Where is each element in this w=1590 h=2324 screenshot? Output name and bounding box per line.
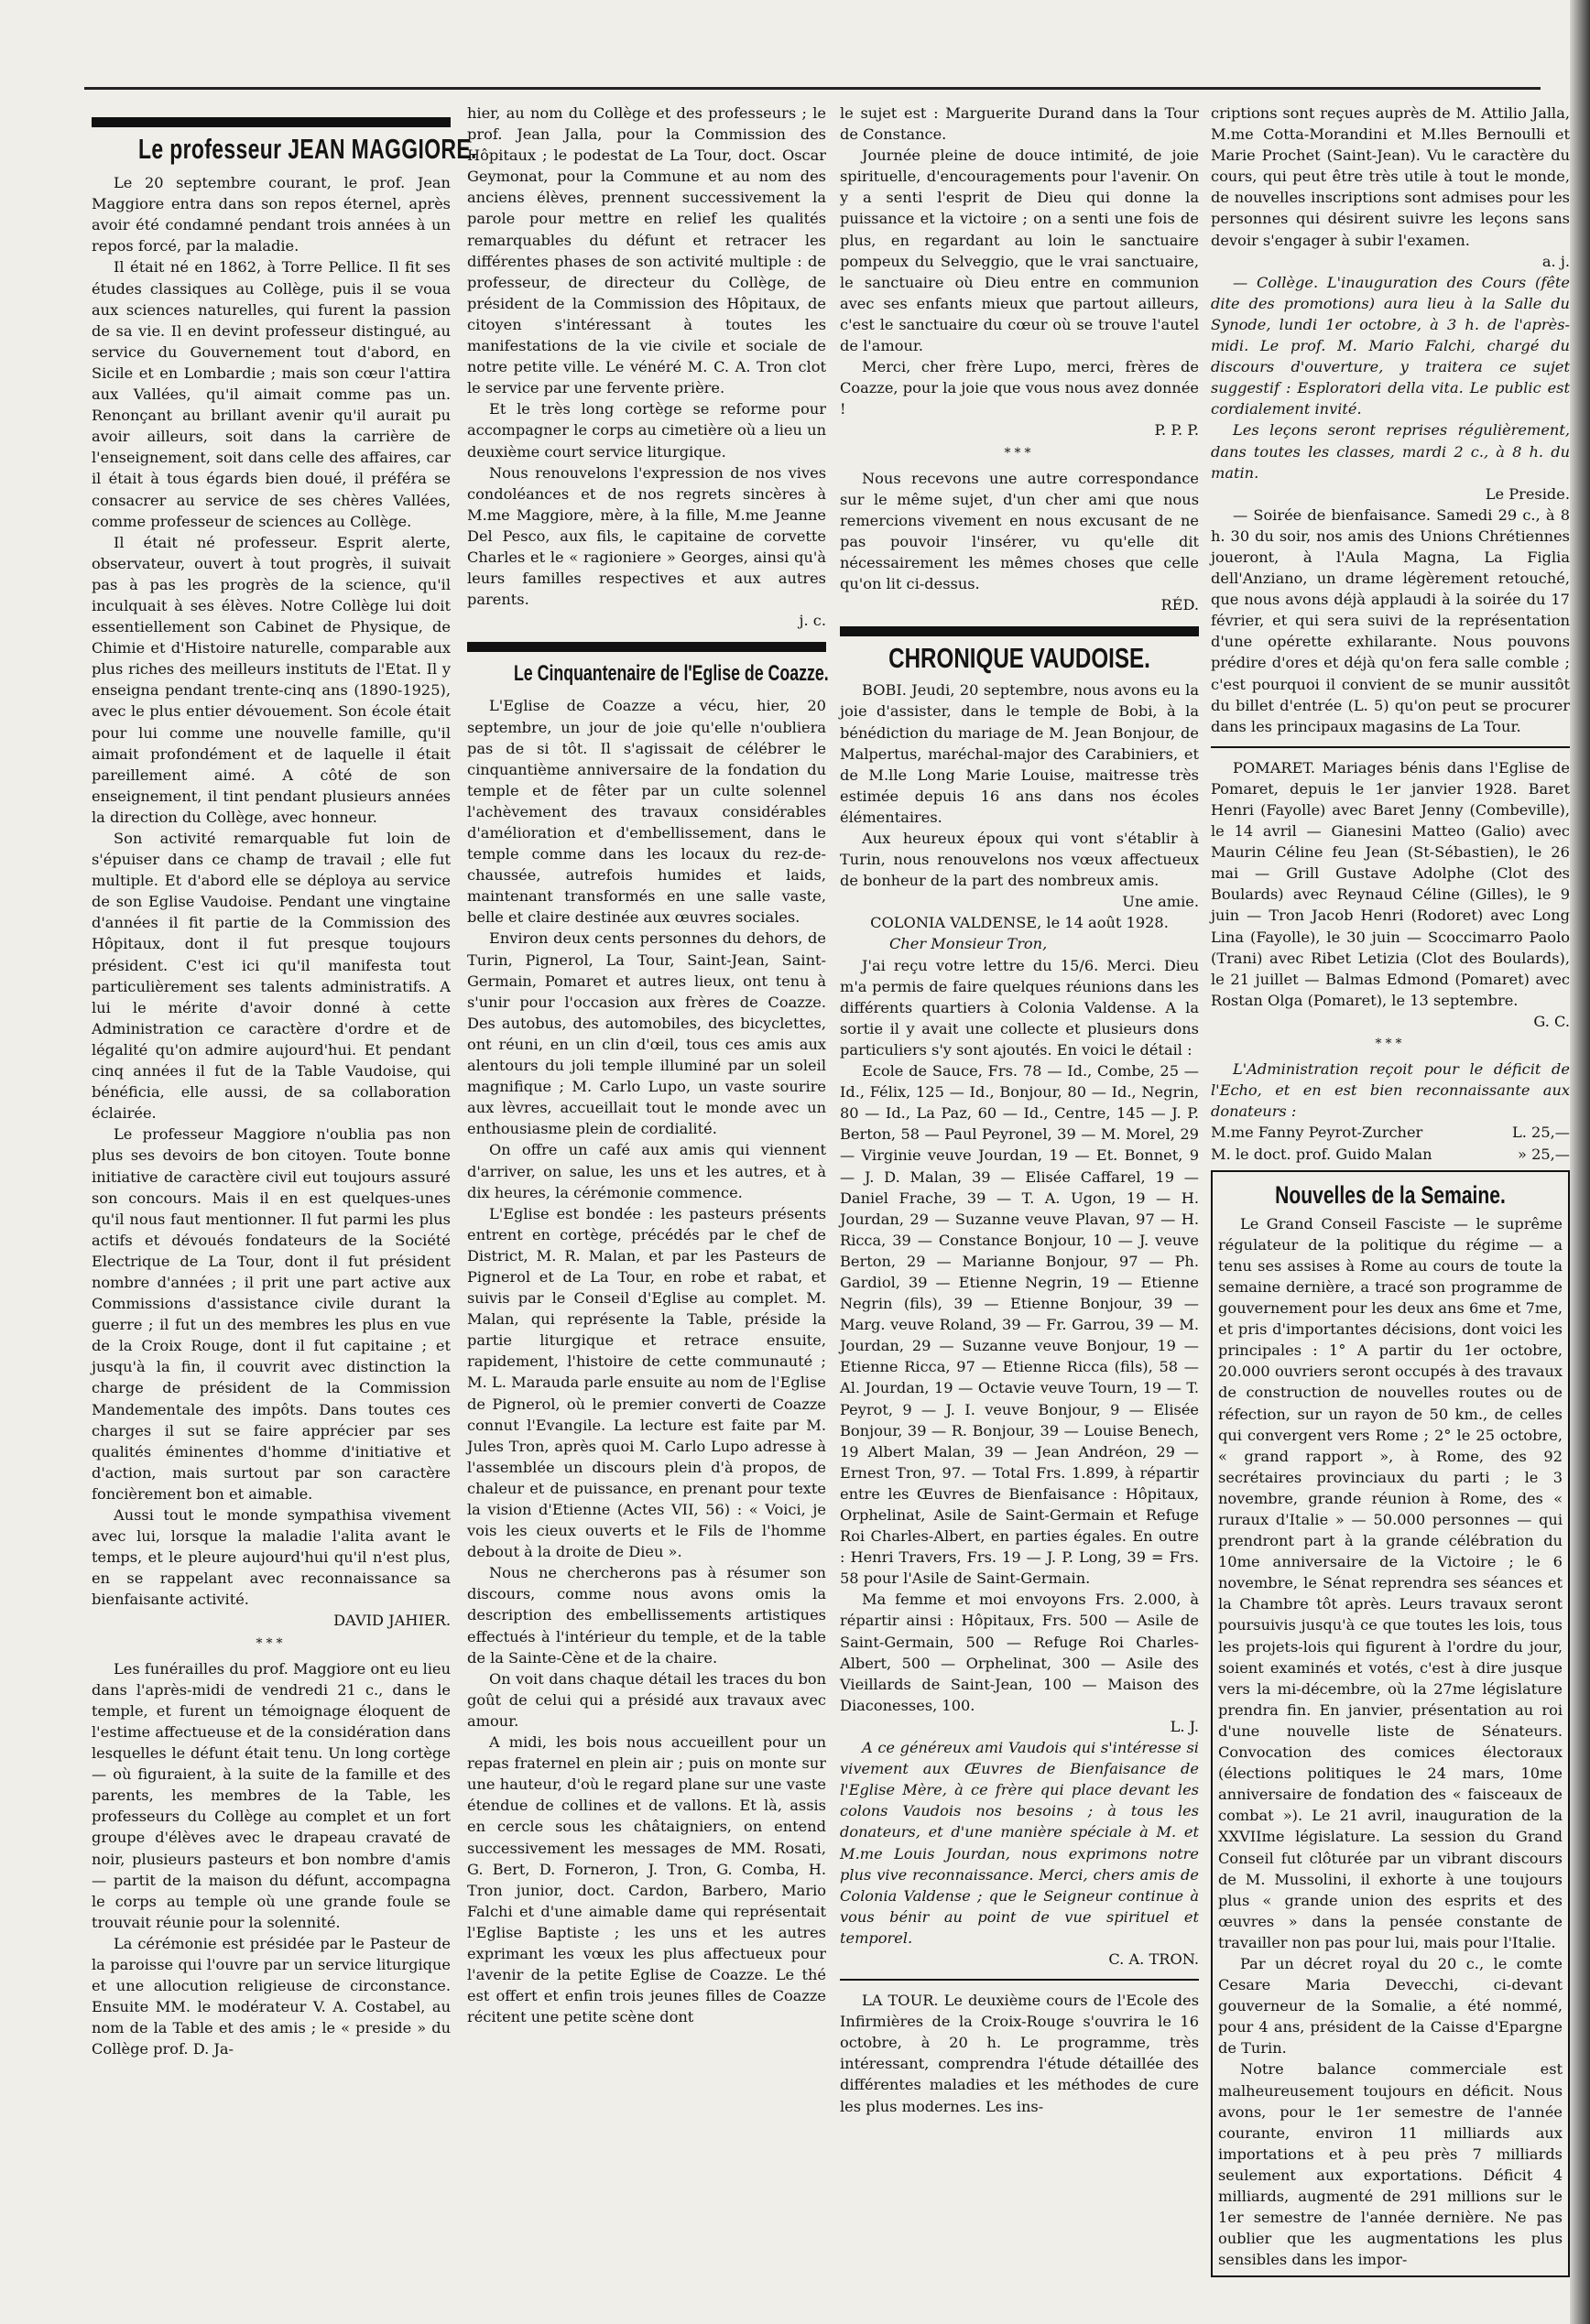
paragraph: Les funérailles du prof. Maggiore ont eu lieu dans l'après-midi de vendredi 21 c., dans le temple, et furent un témoignage éloquent de l'estime affectueuse et de la considération dans lesquelles le défunt était tenu. Un long cortège — où figuraient, à la suite de la famille et des parents, les membres de la Table, les professeurs du Collège au complet et un fort groupe d'élèves avec le drapeau cravaté de noir, plusieurs pasteurs et bon nombre d'amis — partit de la maison du défunt, accompagna le corps au temple où une grande foule se trouvait réunie pour la solennité.	[92, 1659, 451, 1931]
paragraph: criptions sont reçues auprès de M. Attilio Jalla, M.me Cotta-Morandini et M.lles Bernoulli et Marie Prochet (Saint-Jean). Vu le caractère du cours, qui peut être très utile à tout le monde, de nouvelles inscriptions sont admises pour les personnes qui désirent suivre les leçons sans devoir s'engager à subir l'examen.	[1211, 104, 1570, 249]
heading-rule	[840, 626, 1199, 636]
paragraph: A ce généreux ami Vaudois qui s'intéresse si vivement aux Œuvres de Bienfaisance de l'Eglise Mère, à ce frère qui place devant les colons Vaudois nos besoins ; à tous les donateurs, et d'une manière spéciale à M. et M.me Louis Jourdan, nous exprimons notre plus vive reconnaissance. Merci, chers amis de Colonia Valdense ; que le Seigneur continue à vous bénir au point de vue spirituel et temporel.	[840, 1739, 1199, 1947]
separator-stars: ***	[1375, 1037, 1406, 1052]
paragraph: Aussi tout le monde sympathisa vivement avec lui, lorsque la maladie l'alita avant le temps, et le pleure aujourd'hui qu'il n'est plus, en se rappelant avec reconnaissance sa bienfaisante activité.	[92, 1506, 451, 1609]
signature: j. c.	[799, 612, 826, 630]
paragraph: Et le très long cortège se reforme pour accompagner le corps au cimetière où a lieu un deuxième court service liturgique.	[467, 400, 826, 461]
paragraph: A midi, les bois nous accueillent pour un repas fraternel en plein air ; puis on monte sur une hauteur, d'où le regard plane sur une vaste étendue de collines et de vallons. Et là, assis en cercle sous les châtaigniers, on entend successivement les messages de MM. Rosati, G. Bert, D. Forneron, J. Tron, G. Comba, H. Tron junior, doct. Cardon, Barbero, Mario Falchi et d'une aimable dame qui représentait l'Eglise Baptiste ; les uns et les autres exprimant les vœux les plus affectueux pour l'avenir de la petite Eglise de Coazze. Le thé est offert et enfin trois jeunes filles de Coazze récitent une petite scène dont	[467, 1733, 826, 2026]
paragraph: Son activité remarquable fut loin de s'épuiser dans ce champ de travail ; elle fut multiple. Et d'abord elle se déploya au service de son Eglise Vaudoise. Pendant une vingtaine d'années il fit partie de la Commission des Hôpitaux, dont il fut presque toujours président. C'est ici qu'il manifesta tout particulièrement ses talents administratifs. A lui le mérite d'avoir donné à cette Administration ce caractère d'ordre et de légalité qu'on admire aujourd'hui. Et pendant cinq années il fut de la Table Vaudoise, qui bénéficia, elle aussi, de sa collaboration éclairée.	[92, 830, 451, 1123]
page-edge-shadow	[1570, 0, 1590, 2324]
section-rule	[1211, 746, 1570, 748]
heading-rule	[467, 642, 826, 652]
column-1	[92, 103, 477, 2059]
paragraph: Il était né en 1862, à Torre Pellice. Il fit ses études classiques au Collège, puis il se voua aux sciences naturelles, qui furent la passion de sa vie. Il en devint professeur distingué, au service du Gouvernement tout d'abord, en Sicile et en Lombardie ; mais son cœur l'attira aux Vallées, qu'il aimait comme pas un. Renonçant au brillant avenir qu'il aurait pu avoir ailleurs, soit dans la carrière de l'enseignement, soit dans celle des affaires, car il était à tous égards bien doué, il préféra se consacrer au service de ses chères Vallées, comme professeur de sciences au Collège.	[92, 258, 451, 530]
signature: C. A. TRON.	[1108, 1949, 1199, 1968]
paragraph: Nous ne chercherons pas à résumer son discours, comme nous avons omis la description des embellissements artistiques effectués à l'intérieur du temple, et de la table de la Sainte-Cène et de la chaire.	[467, 1564, 826, 1667]
paragraph: Le Grand Conseil Fasciste — le suprême régulateur de la politique du régime — a tenu ses assises à Rome au cours de toute la semaine dernière, a tracé son programme de gouvernement pour les deux ans 6me et 7me, et pris d'importantes décisions, dont voici les principales : 1° A partir du 1er octobre, 20.000 ouvriers seront occupés à des travaux de construction de nouvelles routes ou de réfection, sur un rayon de 50 km., de celles qui convergent vers Rome ; 2° le 25 octobre, « grand rapport », à Rome, des 92 secrétaires provinciaux du parti ; le 3 novembre, grande réunion à Rome, des « ruraux d'Italie » — 50.000 personnes — qui prendront part à la grande célébration du 10me anniversaire de la Victoire ; le 6 novembre, le Sénat reprendra ses séances et la Chambre tôt après. Leurs travaux seront poursuivis jusqu'à ce que toutes les lois, tous les projets-lois qui figurent à l'ordre du jour, soient examinés et votés, c'est à dire jusque vers la mi-décembre, où la 27me législature prendra fin. En janvier, présentation au roi d'une nouvelle liste de Sénateurs. Convocation des comices électoraux (élections politiques le 24 mars, 10me anniversaire de fondation des « faisceaux de combat »). Le 21 avril, inauguration de la XXVIIme législature. La session du Grand Conseil fut clôturée par un vibrant discours de M. Mussolini, il exhorte à une toujours plus « grande union des esprits et des œuvres » dans la pensée constante de travailler non pas pour lui, mais pour l'Italie.	[1218, 1214, 1563, 1951]
separator-stars: ***	[256, 1635, 287, 1651]
paragraph: Ma femme et moi envoyons Frs. 2.000, à répartir ainsi : Hôpitaux, Frs. 500 — Asile de Saint-Germain, 500 — Refuge Roi Charles-Albert, 500 — Orphelinat, 300 — Asile des Vieillards de Saint-Jean, 100 — Maison des Diaconesses, 100.	[840, 1591, 1199, 1714]
signature: G. C.	[1533, 1012, 1570, 1030]
paragraph: Nous renouvelons l'expression de nos vives condoléances et de nos regrets sincères à M.me Maggiore, mère, à la fille, M.me Jeanne Del Pesco, aux fils, le capitaine de corvette Charles et le « ragioniere » Georges, ainsi qu'à leurs familles respectives et aux autres parents.	[467, 463, 826, 609]
signature: Une amie.	[1122, 893, 1199, 911]
paragraph: L'Eglise est bondée : les pasteurs présents entrent en cortège, précédés par le chef de District, M. R. Malan, et par les Pasteurs de Pignerol et de La Tour, en robe et rabat, et suivis par le Conseil d'Eglise au complet. M. Malan, qui représente la Table, préside la partie liturgique et retrace ensuite, rapidement, l'histoire de cette communauté ; M. L. Marauda parle ensuite au nom de l'Eglise de Pignerol, où le premier converti de Coazze connut l'Evangile. La lecture est faite par M. Jules Tron, après quoi M. Carlo Lupo adresse à l'assemblée un discours plein d'à propos, de chaleur et de puissance, en prenant pour texte la vision d'Etienne (Actes VII, 56) : « Voici, je vois les cieux ouverts et le Fils de l'homme debout à la droite de Dieu ».	[467, 1204, 826, 1561]
paragraph: On offre un café aux amis qui viennent d'arriver, on salue, les uns et les autres, et à dix heures, la cérémonie commence.	[467, 1141, 826, 1201]
section-rule	[840, 1979, 1199, 1981]
paragraph: Par un décret royal du 20 c., le comte Cesare Maria Devecchi, ci-devant gouverneur de la Somalie, a été nommé, pour 4 ans, président de la Caisse d'Epargne de Turin.	[1218, 1954, 1563, 2058]
column-4	[1211, 103, 1570, 2286]
paragraph: Le 20 septembre courant, le prof. Jean Maggiore entra dans son repos éternel, après avoir été condamné pendant trois années à un repos forcé, par la maladie.	[92, 174, 451, 255]
signature: P. P. P.	[1154, 421, 1199, 440]
paragraph: le sujet est : Marguerite Durand dans la Tour de Constance.	[840, 104, 1199, 144]
paragraph: Journée pleine de douce intimité, de joie spirituelle, d'encouragements pour l'avenir. On y a senti l'esprit de Dieu qui donne la puissance et la victoire ; on a senti une fois de plus, en regardant au loin le sanctuaire pompeux du Selveggio, que le vrai sanctuaire, le sanctuaire où Dieu entre en communion avec ses enfants mieux que partout ailleurs, c'est le sanctuaire du cœur où se trouve l'autel de l'amour.	[840, 147, 1199, 355]
paragraph: J'ai reçu votre lettre du 15/6. Merci. Dieu m'a permis de faire quelques réunions dans les différents quartiers à Colonia Valdense. A la sortie il y avait une collecte et plusieurs dons particuliers s'y sont ajoutés. En voici le détail :	[840, 956, 1199, 1059]
paragraph: Il était né professeur. Esprit alerte, observateur, ouvert à tout progrès, il suivait pas à pas les progrès de la science, qu'il inculquait à ses élèves. Notre Collège lui doit essentiellement son Cabinet de Physique, de Chimie et d'Histoire naturelle, comparable aux plus riches des meilleurs instituts de l'Etat. Il y enseigna pendant trente-cinq ans (1890-1925), avec le plus entier dévouement. Son école était pour lui comme une nouvelle famille, qu'il aimait profondément et de laquelle il était pareillement aimé. A côté de son enseignement, il tint pendant plusieurs années la direction du Collège, avec honneur.	[92, 533, 451, 826]
paragraph: Les leçons seront reprises régulièrement, dans toutes les classes, mardi 2 c., à 8 h. du matin.	[1211, 421, 1570, 482]
signature: L. J.	[1170, 1717, 1199, 1735]
heading-maggiore: Le professeur JEAN MAGGIORE.	[137, 133, 477, 165]
paragraph: La cérémonie est présidée par le Pasteur de la paroisse qui l'ouvre par un service liturgique et une allocution religieuse de circonstance. Ensuite MM. le modérateur V. A. Costabel, au nom de la Table et des amis ; le « preside » du Collège prof. D. Ja-	[92, 1934, 451, 2058]
paragraph: Merci, cher frère Lupo, merci, frères de Coazze, pour la joie que vous nous avez donnée !	[840, 358, 1199, 418]
salutation: Cher Monsieur Tron,	[889, 935, 1048, 953]
paragraph: Notre balance commerciale est malheureusement toujours en déficit. Nous avons, pour le 1er semestre de l'année courante, environ 11 milliards aux importations et à peu près 7 milliards seulement aux exportations. Déficit 4 milliards, augmenté de 291 millions sur le 1er semestre de l'année dernière. Ne pas oublier que les augmentations les plus sensibles dans les impor-	[1218, 2060, 1563, 2269]
dateline: COLONIA VALDENSE, le 14 août 1928.	[870, 914, 1169, 932]
heading-nouvelles: Nouvelles de la Semaine.	[1275, 1180, 1506, 1209]
paragraph: POMARET. Mariages bénis dans l'Eglise de Pomaret, depuis le 1er janvier 1928. Baret Henri (Fayolle) avec Baret Jenny (Combeville), le 14 avril — Gianesini Matteo (Galio) avec Maurin Céline feu Jean (St-Sébastien), le 26 mai — Grill Gustave Adolphe (Clot des Boulards) avec Reynaud Céline (Gilles), le 9 juin — Tron Jacob Henri (Rodoret) avec Long Lina (Fayolle), le 30 juin — Scoccimarro Paolo (Trani) avec Ribet Letizia (Clot des Boulards), le 21 juillet — Balmas Edmond (Pomaret) avec Rostan Olga (Pomaret), le 13 septembre.	[1211, 758, 1570, 1009]
signature: DAVID JAHIER.	[333, 1612, 451, 1630]
donor-amount: » 25,—	[1518, 1145, 1570, 1163]
paragraph: BOBI. Jeudi, 20 septembre, nous avons eu la joie d'assister, dans le temple de Bobi, à la bénédiction du mariage de M. Jean Bonjour, de Malpertus, maréchal-major des Carabiniers, et de M.lle Long Marie Louise, maitresse très estimée depuis 16 ans dans nos écoles élémentaires.	[840, 681, 1199, 826]
paragraph: L'Eglise de Coazze a vécu, hier, 20 septembre, un jour de joie qu'elle n'oubliera pas de si tôt. Il s'agissait de célébrer le cinquantième anniversaire de la fondation du temple et de fêter par un culte solennel l'achèvement des travaux considérables d'amélioration et d'embellissement, dans le temple comme dans les locaux du rez-de-chaussée, autrefois humides et laids, maintenant transformés en une salle vaste, belle et claire destinée aux œuvres sociales.	[467, 697, 826, 927]
paragraph: Aux heureux époux qui vont s'établir à Turin, nous renouvelons nos vœux affectueux de bonheur de la part des nombreux amis.	[840, 830, 1199, 890]
column-2	[467, 103, 829, 2027]
paragraph: Nous recevons une autre correspondance sur le même sujet, d'un cher ami que nous remercions vivement en nous excusant de ne pas pouvoir l'insérer, vu qu'elle dit nécessairement les mêmes choses que celle qu'on lit ci-dessus.	[840, 469, 1199, 593]
donor-row	[1211, 1144, 1570, 1165]
signature: Le Preside.	[1485, 484, 1570, 503]
signature: RÉD.	[1160, 596, 1199, 614]
donor-name: M. le doct. prof. Guido Malan	[1211, 1145, 1432, 1163]
paragraph: L'Administration reçoit pour le déficit de l'Echo, et en est bien reconnaissante aux donateurs :	[1211, 1060, 1570, 1121]
donor-row	[1211, 1122, 1570, 1143]
column-3	[840, 103, 1199, 2117]
heading-chronique: CHRONIQUE VAUDOISE.	[888, 642, 1150, 675]
paragraph: — Collège. L'inauguration des Cours (fête dite des promotions) aura lieu à la Salle du Synode, lundi 1er octobre, à 3 h. de l'après-midi. Le prof. M. Mario Falchi, chargé du discours d'ouverture, y traitera ce sujet suggestif : Esploratori della vita. Le public est cordialement invité.	[1211, 273, 1570, 418]
paragraph: On voit dans chaque détail les traces du bon goût de celui qui a présidé aux travaux avec amour.	[467, 1669, 826, 1730]
paragraph: — Soirée de bienfaisance. Samedi 29 c., à 8 h. 30 du soir, nos amis des Unions Chrétiennes joueront, à l'Aula Magna, La Figlia dell'Anziano, un drame légèrement retouché, que nous avons déjà applaudi à la soirée du 17 février, et qui sera suivi de la représentation d'une opérette exhilarante. Nous pouvons prédire d'ores et déjà qu'on fera salle comble ; c'est pourquoi il convient de se munir aussitôt du billet d'entrée (L. 5) qu'on peut se procurer dans les principaux magasins de La Tour.	[1211, 505, 1570, 735]
paragraph: Environ deux cents personnes du dehors, de Turin, Pignerol, La Tour, Saint-Jean, Saint-Germain, Pomaret et autres lieux, ont tenu à s'unir pour l'occasion aux frères de Coazze. Des autobus, des automobiles, des bicyclettes, ont réuni, en un clin d'œil, tous ces amis aux alentours du joli temple illuminé par un soleil magnifique ; M. Carlo Lupo, un vaste sourire aux lèvres, accueillait tout le monde avec un enthousiasme plein de cordialité.	[467, 929, 826, 1138]
paragraph: hier, au nom du Collège et des professeurs ; le prof. Jean Jalla, pour la Commission des Hôpitaux ; le podestat de La Tour, doct. Oscar Geymonat, pour la Commune et au nom des anciens élèves, prennent successivement la parole pour mettre en relief les qualités remarquables du défunt et retracer les différentes phases de son activité multiple : de professeur, de directeur du Collège, de président de la Commission des Hôpitaux, de citoyen s'intéressant à toutes les manifestations de la vie civile et sociale de notre petite ville. Le vénéré M. C. A. Tron clot le service par une fervente prière.	[467, 104, 826, 397]
donor-amount: L. 25,—	[1512, 1124, 1570, 1142]
paragraph: Ecole de Sauce, Frs. 78 — Id., Combe, 25 — Id., Félix, 125 — Id., Bonjour, 80 — Id., Negrin, 80 — Id., La Paz, 60 — Id., Centre, 145 — J. P. Berton, 58 — Paul Peyronel, 39 — M. Morel, 29 — Virginie veuve Jourdan, 19 — Et. Bonnet, 9 — J. D. Malan, 39 — Elisée Caffarel, 19 — Daniel Frache, 39 — T. A. Ugon, 19 — H. Jourdan, 29 — Suzanne veuve Plavan, 97 — H. Ricca, 39 — Constance Bonjour, 10 — J. veuve Berton, 29 — Marianne Bonjour, 97 — Ph. Gardiol, 39 — Etienne Negrin, 19 — Etienne Negrin (fils), 39 — Etienne Bonjour, 39 — Marg. veuve Roland, 39 — Fr. Garrou, 39 — M. Jourdan, 29 — Suzanne veuve Bonjour, 19 — Etienne Ricca, 97 — Etienne Ricca (fils), 58 — Al. Jourdan, 19 — Octavie veuve Tourn, 19 — T. Peyrot, 9 — J. I. veuve Bonjour, 9 — Elisée Bonjour, 39 — R. Bonjour, 39 — Louise Benech, 19 Albert Malan, 39 — Jean Andréon, 29 — Ernest Tron, 97. — Total Frs. 1.899, à répartir entre les Œuvres de Bienfaisance : Hôpitaux, Orphelinat, Asile de Saint-Germain et Refuge Roi Charles-Albert, en parties égales. En outre : Henri Travers, Frs. 19 — J. P. Long, 39 = Frs. 58 pour l'Asile de Saint-Germain.	[840, 1062, 1199, 1588]
paragraph: LA TOUR. Le deuxième cours de l'Ecole des Infirmières de la Croix-Rouge s'ouvrira le 16 octobre, à 20 h. Le programme, très intéressant, comprendra l'étude détaillée des différentes maladies et les méthodes de cure les plus modernes. Les ins-	[840, 1992, 1199, 2115]
heading-coazze: Le Cinquantenaire de l'Eglise de Coazze.	[513, 661, 829, 687]
news-box	[1211, 1170, 1570, 2278]
donor-name: M.me Fanny Peyrot-Zurcher	[1211, 1124, 1423, 1142]
separator-stars: ***	[1004, 445, 1035, 461]
signature: a. j.	[1541, 252, 1570, 270]
heading-rule	[92, 117, 451, 127]
paragraph: Le professeur Maggiore n'oublia pas non plus ses devoirs de bon citoyen. Toute bonne initiative de caractère civil eut toujours assuré son concours. Mais il en est quelques-unes qu'il nous faut mentionner. Il fut parmi les plus actifs et dévoués fondateurs de la Société Electrique de La Tour, dont il fut président nombre d'années ; il prit une part active aux Commissions d'assistance civile durant la guerre ; il fut un des membres les plus en vue de la Croix Rouge, dont il fut capitaine ; et jusqu'à la fin, il couvrit avec distinction la charge de président de la Commission Mandementale des impôts. Dans toutes ces charges il sut se faire apprécier par ses qualités éminentes d'homme d'initiative et d'action, mais surtout par son caractère foncièrement bon et aimable.	[92, 1125, 451, 1503]
top-rule	[84, 87, 1541, 90]
